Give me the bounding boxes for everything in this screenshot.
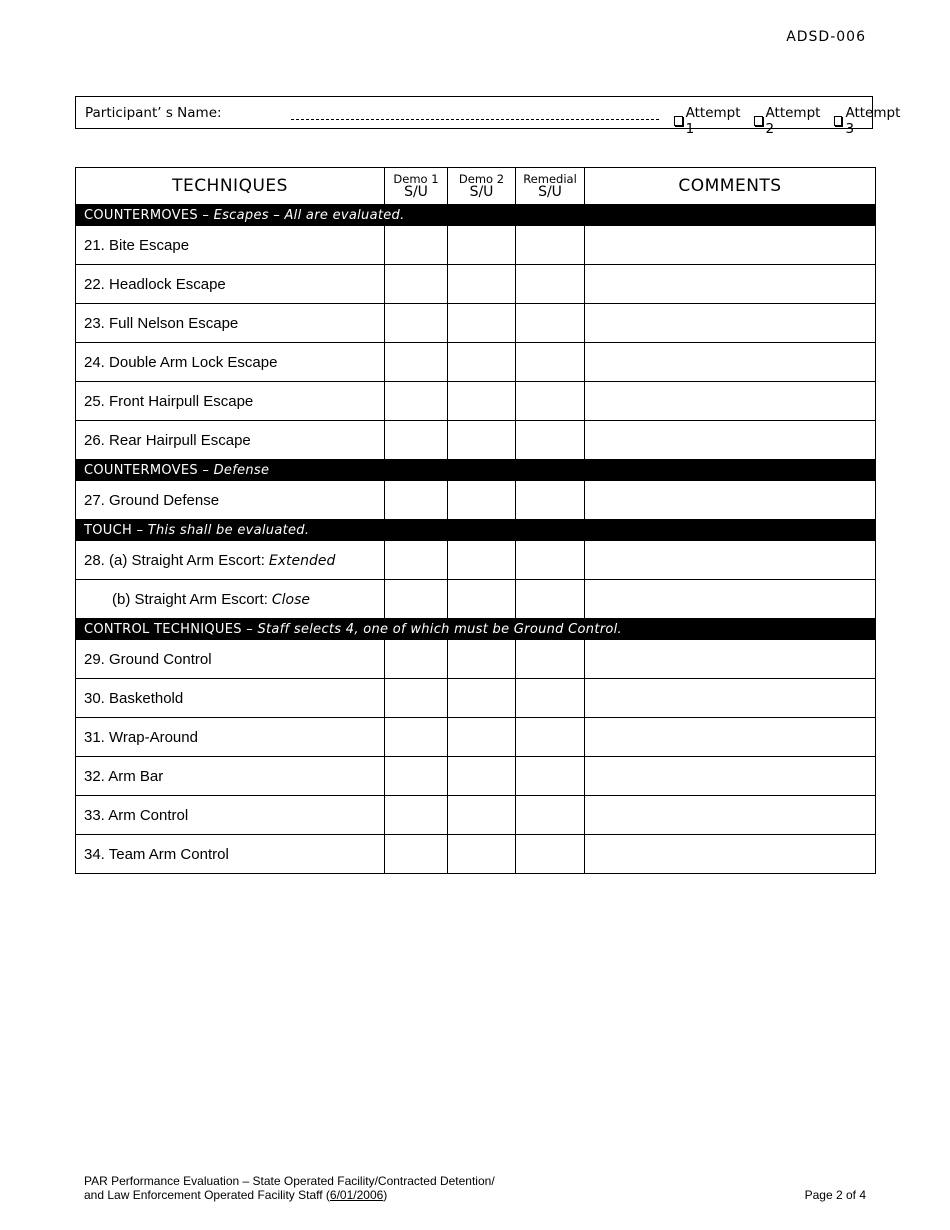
technique-label: (b) Straight Arm Escort: — [112, 590, 268, 608]
participant-header — [75, 96, 901, 137]
comments-cell[interactable] — [585, 541, 876, 580]
attempt-3-label: Attempt 3 — [845, 105, 901, 137]
demo1-cell[interactable] — [385, 640, 448, 679]
comments-cell[interactable] — [585, 757, 876, 796]
section-title: CONTROL TECHNIQUES – — [84, 621, 258, 637]
attempt-2-label: Attempt 2 — [765, 105, 821, 137]
technique-label: 26. Rear Hairpull Escape — [84, 431, 251, 449]
footer-line-2 — [84, 1188, 495, 1202]
remedial-cell[interactable] — [516, 421, 585, 460]
remedial-cell[interactable] — [516, 679, 585, 718]
technique-label: 21. Bite Escape — [84, 236, 190, 254]
techniques-header: TECHNIQUES — [76, 168, 385, 205]
technique-cell — [76, 757, 385, 796]
technique-mode: Extended — [268, 552, 336, 569]
table-row — [76, 640, 876, 679]
comments-cell[interactable] — [585, 835, 876, 874]
demo2-cell[interactable] — [448, 757, 516, 796]
demo2-cell[interactable] — [448, 718, 516, 757]
section-header — [76, 619, 876, 640]
table-row — [76, 718, 876, 757]
section-header — [76, 460, 876, 481]
table-row — [76, 757, 876, 796]
comments-cell[interactable] — [585, 226, 876, 265]
demo1-cell[interactable] — [385, 304, 448, 343]
demo2-cell[interactable] — [448, 421, 516, 460]
footer — [84, 1174, 495, 1202]
section-header — [76, 520, 876, 541]
participant-name-label: Participant’ s Name: — [85, 105, 222, 121]
footer-date: 6/01/2006 — [329, 1188, 384, 1202]
demo1-cell[interactable] — [385, 796, 448, 835]
comments-cell[interactable] — [585, 481, 876, 520]
remedial-cell[interactable] — [516, 541, 585, 580]
demo2-cell[interactable] — [448, 796, 516, 835]
technique-cell — [76, 541, 385, 580]
technique-label: 23. Full Nelson Escape — [84, 314, 239, 332]
demo2-cell[interactable] — [448, 835, 516, 874]
table-row — [76, 382, 876, 421]
attempt-3-option[interactable] — [834, 105, 902, 137]
technique-cell — [76, 343, 385, 382]
checkbox-icon[interactable] — [754, 116, 763, 126]
technique-cell — [76, 718, 385, 757]
table-row — [76, 304, 876, 343]
demo1-cell[interactable] — [385, 679, 448, 718]
table-row — [76, 541, 876, 580]
footer-line-1: PAR Performance Evaluation – State Operated Facility/Contracted Detention/ — [84, 1174, 495, 1188]
comments-cell[interactable] — [585, 640, 876, 679]
section-note: This shall be evaluated. — [147, 522, 310, 538]
remedial-cell[interactable] — [516, 265, 585, 304]
form-id: ADSD-006 — [786, 29, 866, 45]
comments-cell[interactable] — [585, 304, 876, 343]
technique-cell — [76, 382, 385, 421]
section-title: TOUCH – — [84, 522, 148, 538]
demo1-cell[interactable] — [385, 718, 448, 757]
technique-cell — [76, 421, 385, 460]
comments-cell[interactable] — [585, 265, 876, 304]
checkbox-icon[interactable] — [834, 116, 843, 126]
technique-cell — [76, 679, 385, 718]
demo2-cell[interactable] — [448, 679, 516, 718]
section-header-row — [76, 619, 876, 640]
demo2-header-label: Demo 2 — [458, 172, 505, 186]
comments-cell[interactable] — [585, 796, 876, 835]
table-row — [76, 835, 876, 874]
remedial-cell[interactable] — [516, 835, 585, 874]
technique-cell — [76, 226, 385, 265]
attempt-1-label: Attempt 1 — [685, 105, 741, 137]
demo1-cell[interactable] — [385, 580, 448, 619]
table-row — [76, 796, 876, 835]
technique-label: 30. Baskethold — [84, 689, 184, 707]
demo1-cell[interactable] — [385, 481, 448, 520]
technique-cell — [76, 265, 385, 304]
section-header-row — [76, 205, 876, 226]
remedial-cell[interactable] — [516, 718, 585, 757]
comments-cell[interactable] — [585, 382, 876, 421]
remedial-cell[interactable] — [516, 382, 585, 421]
attempt-1-option[interactable] — [674, 105, 742, 137]
table-header-row — [76, 168, 876, 205]
demo2-cell[interactable] — [448, 640, 516, 679]
technique-label: 24. Double Arm Lock Escape — [84, 353, 278, 371]
remedial-cell[interactable] — [516, 640, 585, 679]
remedial-su-label: S/U — [538, 184, 562, 200]
remedial-header-label: Remedial — [523, 172, 577, 186]
demo2-cell[interactable] — [448, 382, 516, 421]
participant-name-field[interactable] — [291, 119, 659, 120]
remedial-cell[interactable] — [516, 796, 585, 835]
technique-label: 27. Ground Defense — [84, 491, 220, 509]
demo1-cell[interactable] — [385, 343, 448, 382]
remedial-header — [516, 168, 585, 205]
footer-line-2-prefix: and Law Enforcement Operated Facility Staff ( — [84, 1188, 330, 1202]
section-header-row — [76, 460, 876, 481]
technique-cell — [76, 640, 385, 679]
remedial-cell[interactable] — [516, 304, 585, 343]
table-row — [76, 226, 876, 265]
table-body — [76, 205, 876, 874]
demo2-cell[interactable] — [448, 265, 516, 304]
attempt-options — [674, 105, 902, 137]
technique-label: 28. (a) Straight Arm Escort: — [84, 551, 265, 569]
section-title: COUNTERMOVES – — [84, 462, 214, 478]
demo2-cell[interactable] — [448, 343, 516, 382]
remedial-cell[interactable] — [516, 481, 585, 520]
demo2-su-label: S/U — [469, 184, 494, 200]
remedial-cell[interactable] — [516, 343, 585, 382]
demo1-cell[interactable] — [385, 265, 448, 304]
demo2-cell[interactable] — [448, 226, 516, 265]
comments-header: COMMENTS — [585, 168, 876, 205]
remedial-cell[interactable] — [516, 580, 585, 619]
technique-label: 25. Front Hairpull Escape — [84, 392, 254, 410]
technique-cell — [76, 304, 385, 343]
demo1-cell[interactable] — [385, 757, 448, 796]
section-note: Defense — [213, 462, 270, 478]
demo2-cell[interactable] — [448, 541, 516, 580]
comments-cell[interactable] — [585, 580, 876, 619]
technique-mode: Close — [271, 591, 311, 608]
demo2-cell[interactable] — [448, 304, 516, 343]
demo2-header — [448, 168, 516, 205]
evaluation-table — [75, 167, 876, 874]
comments-cell[interactable] — [585, 718, 876, 757]
section-title: COUNTERMOVES – — [84, 207, 214, 223]
demo1-header — [385, 168, 448, 205]
section-header — [76, 205, 876, 226]
technique-cell — [76, 580, 385, 619]
table-row — [76, 679, 876, 718]
technique-cell — [76, 481, 385, 520]
table-row — [76, 481, 876, 520]
table-row — [76, 343, 876, 382]
section-note: Staff selects 4, one of which must be Ground Control. — [257, 621, 622, 637]
demo1-cell[interactable] — [385, 382, 448, 421]
demo1-su-label: S/U — [404, 184, 428, 200]
remedial-cell[interactable] — [516, 757, 585, 796]
technique-label: 34. Team Arm Control — [84, 845, 229, 863]
footer-line-2-suffix: ) — [383, 1188, 388, 1202]
technique-label: 22. Headlock Escape — [84, 275, 226, 293]
demo1-header-label: Demo 1 — [393, 172, 439, 186]
attempt-2-option[interactable] — [754, 105, 822, 137]
remedial-cell[interactable] — [516, 226, 585, 265]
table-row — [76, 421, 876, 460]
technique-cell — [76, 796, 385, 835]
demo1-cell[interactable] — [385, 421, 448, 460]
page-number: Page 2 of 4 — [804, 1188, 866, 1202]
comments-cell[interactable] — [585, 679, 876, 718]
technique-label: 29. Ground Control — [84, 650, 212, 668]
checkbox-icon[interactable] — [674, 116, 683, 126]
technique-label: 32. Arm Bar — [84, 767, 164, 785]
demo1-cell[interactable] — [385, 541, 448, 580]
comments-cell[interactable] — [585, 421, 876, 460]
demo1-cell[interactable] — [385, 226, 448, 265]
section-note: Escapes – All are evaluated. — [213, 207, 405, 223]
technique-label: 31. Wrap-Around — [84, 728, 198, 746]
technique-cell — [76, 835, 385, 874]
demo2-cell[interactable] — [448, 481, 516, 520]
demo2-cell[interactable] — [448, 580, 516, 619]
section-header-row — [76, 520, 876, 541]
comments-cell[interactable] — [585, 343, 876, 382]
table-row — [76, 580, 876, 619]
table-row — [76, 265, 876, 304]
demo1-cell[interactable] — [385, 835, 448, 874]
technique-label: 33. Arm Control — [84, 806, 189, 824]
